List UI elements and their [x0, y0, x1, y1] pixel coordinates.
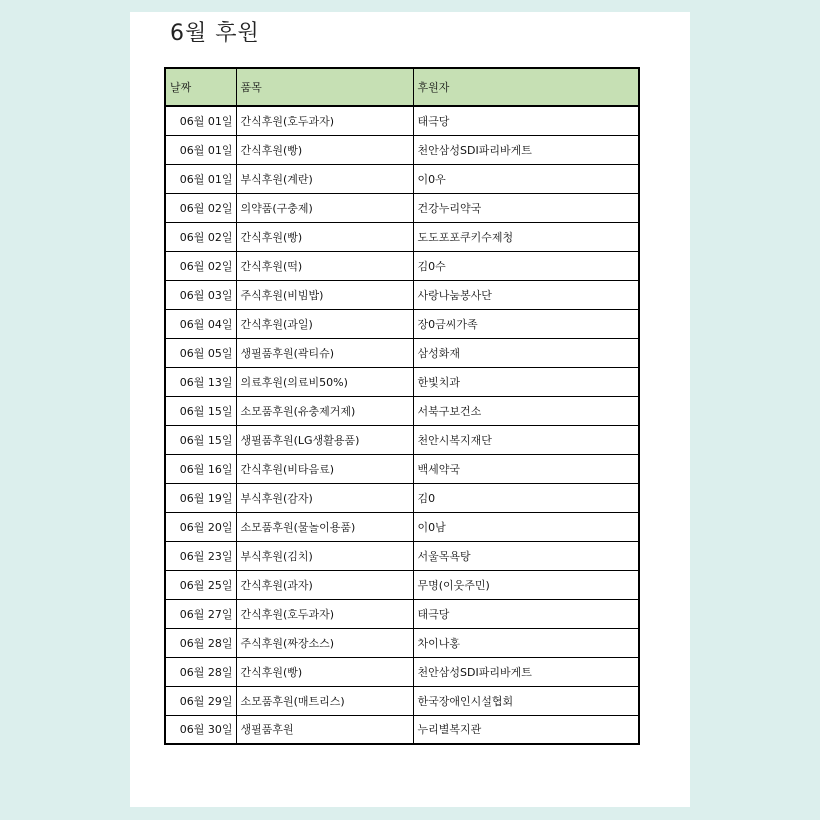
table-row	[165, 222, 639, 251]
table-row	[165, 338, 639, 367]
item-cell: 간식후원(떡)	[236, 251, 413, 280]
donor-cell: 서북구보건소	[413, 396, 639, 425]
donor-cell: 건강누리약국	[413, 193, 639, 222]
donor-cell: 차이나홍	[413, 628, 639, 657]
donor-cell: 누리별복지관	[413, 715, 639, 744]
donor-cell: 도도포포쿠키수제청	[413, 222, 639, 251]
date-cell: 06월 02일	[165, 251, 236, 280]
table-row	[165, 193, 639, 222]
date-cell: 06월 02일	[165, 222, 236, 251]
header-donor: 후원자	[413, 68, 639, 106]
item-cell: 생필품후원(LG생활용품)	[236, 425, 413, 454]
date-cell: 06월 01일	[165, 135, 236, 164]
table-row	[165, 657, 639, 686]
date-cell: 06월 05일	[165, 338, 236, 367]
donor-cell: 사랑나눔봉사단	[413, 280, 639, 309]
item-cell: 간식후원(호두과자)	[236, 106, 413, 135]
item-cell: 간식후원(호두과자)	[236, 599, 413, 628]
date-cell: 06월 23일	[165, 541, 236, 570]
donor-cell: 천안삼성SDI파리바게트	[413, 135, 639, 164]
item-cell: 생필품후원	[236, 715, 413, 744]
document-page	[130, 12, 690, 807]
table-row	[165, 309, 639, 338]
donor-cell: 장0금씨가족	[413, 309, 639, 338]
date-cell: 06월 13일	[165, 367, 236, 396]
item-cell: 부식후원(계란)	[236, 164, 413, 193]
item-cell: 소모품후원(물놀이용품)	[236, 512, 413, 541]
donor-cell: 서울목욕탕	[413, 541, 639, 570]
header-date: 날짜	[165, 68, 236, 106]
date-cell: 06월 19일	[165, 483, 236, 512]
item-cell: 간식후원(빵)	[236, 135, 413, 164]
table-row	[165, 164, 639, 193]
table-row	[165, 599, 639, 628]
item-cell: 의료후원(의료비50%)	[236, 367, 413, 396]
table-row	[165, 512, 639, 541]
item-cell: 의약품(구충제)	[236, 193, 413, 222]
table-row	[165, 280, 639, 309]
header-row	[165, 68, 639, 106]
date-cell: 06월 04일	[165, 309, 236, 338]
date-cell: 06월 29일	[165, 686, 236, 715]
date-cell: 06월 01일	[165, 164, 236, 193]
donor-cell: 천안시복지재단	[413, 425, 639, 454]
item-cell: 주식후원(짜장소스)	[236, 628, 413, 657]
table-row	[165, 570, 639, 599]
item-cell: 생필품후원(곽티슈)	[236, 338, 413, 367]
donor-cell: 삼성화재	[413, 338, 639, 367]
table-row	[165, 541, 639, 570]
item-cell: 간식후원(빵)	[236, 657, 413, 686]
table-row	[165, 454, 639, 483]
date-cell: 06월 27일	[165, 599, 236, 628]
table-row	[165, 251, 639, 280]
donation-table	[164, 67, 640, 745]
item-cell: 부식후원(감자)	[236, 483, 413, 512]
donor-cell: 태극당	[413, 106, 639, 135]
donor-cell: 김0수	[413, 251, 639, 280]
date-cell: 06월 25일	[165, 570, 236, 599]
date-cell: 06월 28일	[165, 657, 236, 686]
table-row	[165, 715, 639, 744]
item-cell: 주식후원(비빔밥)	[236, 280, 413, 309]
table-row	[165, 483, 639, 512]
item-cell: 간식후원(과자)	[236, 570, 413, 599]
donor-cell: 김0	[413, 483, 639, 512]
donor-cell: 태극당	[413, 599, 639, 628]
table-row	[165, 425, 639, 454]
date-cell: 06월 20일	[165, 512, 236, 541]
table-row	[165, 106, 639, 135]
table-row	[165, 686, 639, 715]
date-cell: 06월 30일	[165, 715, 236, 744]
item-cell: 부식후원(김치)	[236, 541, 413, 570]
date-cell: 06월 15일	[165, 396, 236, 425]
table-row	[165, 135, 639, 164]
table-row	[165, 367, 639, 396]
donor-cell: 천안삼성SDI파리바게트	[413, 657, 639, 686]
date-cell: 06월 16일	[165, 454, 236, 483]
donor-cell: 무명(이웃주민)	[413, 570, 639, 599]
item-cell: 소모품후원(유충제거제)	[236, 396, 413, 425]
table-row	[165, 628, 639, 657]
date-cell: 06월 02일	[165, 193, 236, 222]
donor-cell: 한국장애인시설협회	[413, 686, 639, 715]
item-cell: 소모품후원(매트리스)	[236, 686, 413, 715]
item-cell: 간식후원(빵)	[236, 222, 413, 251]
table-row	[165, 396, 639, 425]
page-title: 6월 후원	[170, 21, 260, 46]
donor-cell: 이0남	[413, 512, 639, 541]
donor-cell: 백세약국	[413, 454, 639, 483]
item-cell: 간식후원(비타음료)	[236, 454, 413, 483]
header-item: 품목	[236, 68, 413, 106]
date-cell: 06월 15일	[165, 425, 236, 454]
date-cell: 06월 01일	[165, 106, 236, 135]
date-cell: 06월 03일	[165, 280, 236, 309]
item-cell: 간식후원(과일)	[236, 309, 413, 338]
donor-cell: 한빛치과	[413, 367, 639, 396]
date-cell: 06월 28일	[165, 628, 236, 657]
donor-cell: 이0우	[413, 164, 639, 193]
